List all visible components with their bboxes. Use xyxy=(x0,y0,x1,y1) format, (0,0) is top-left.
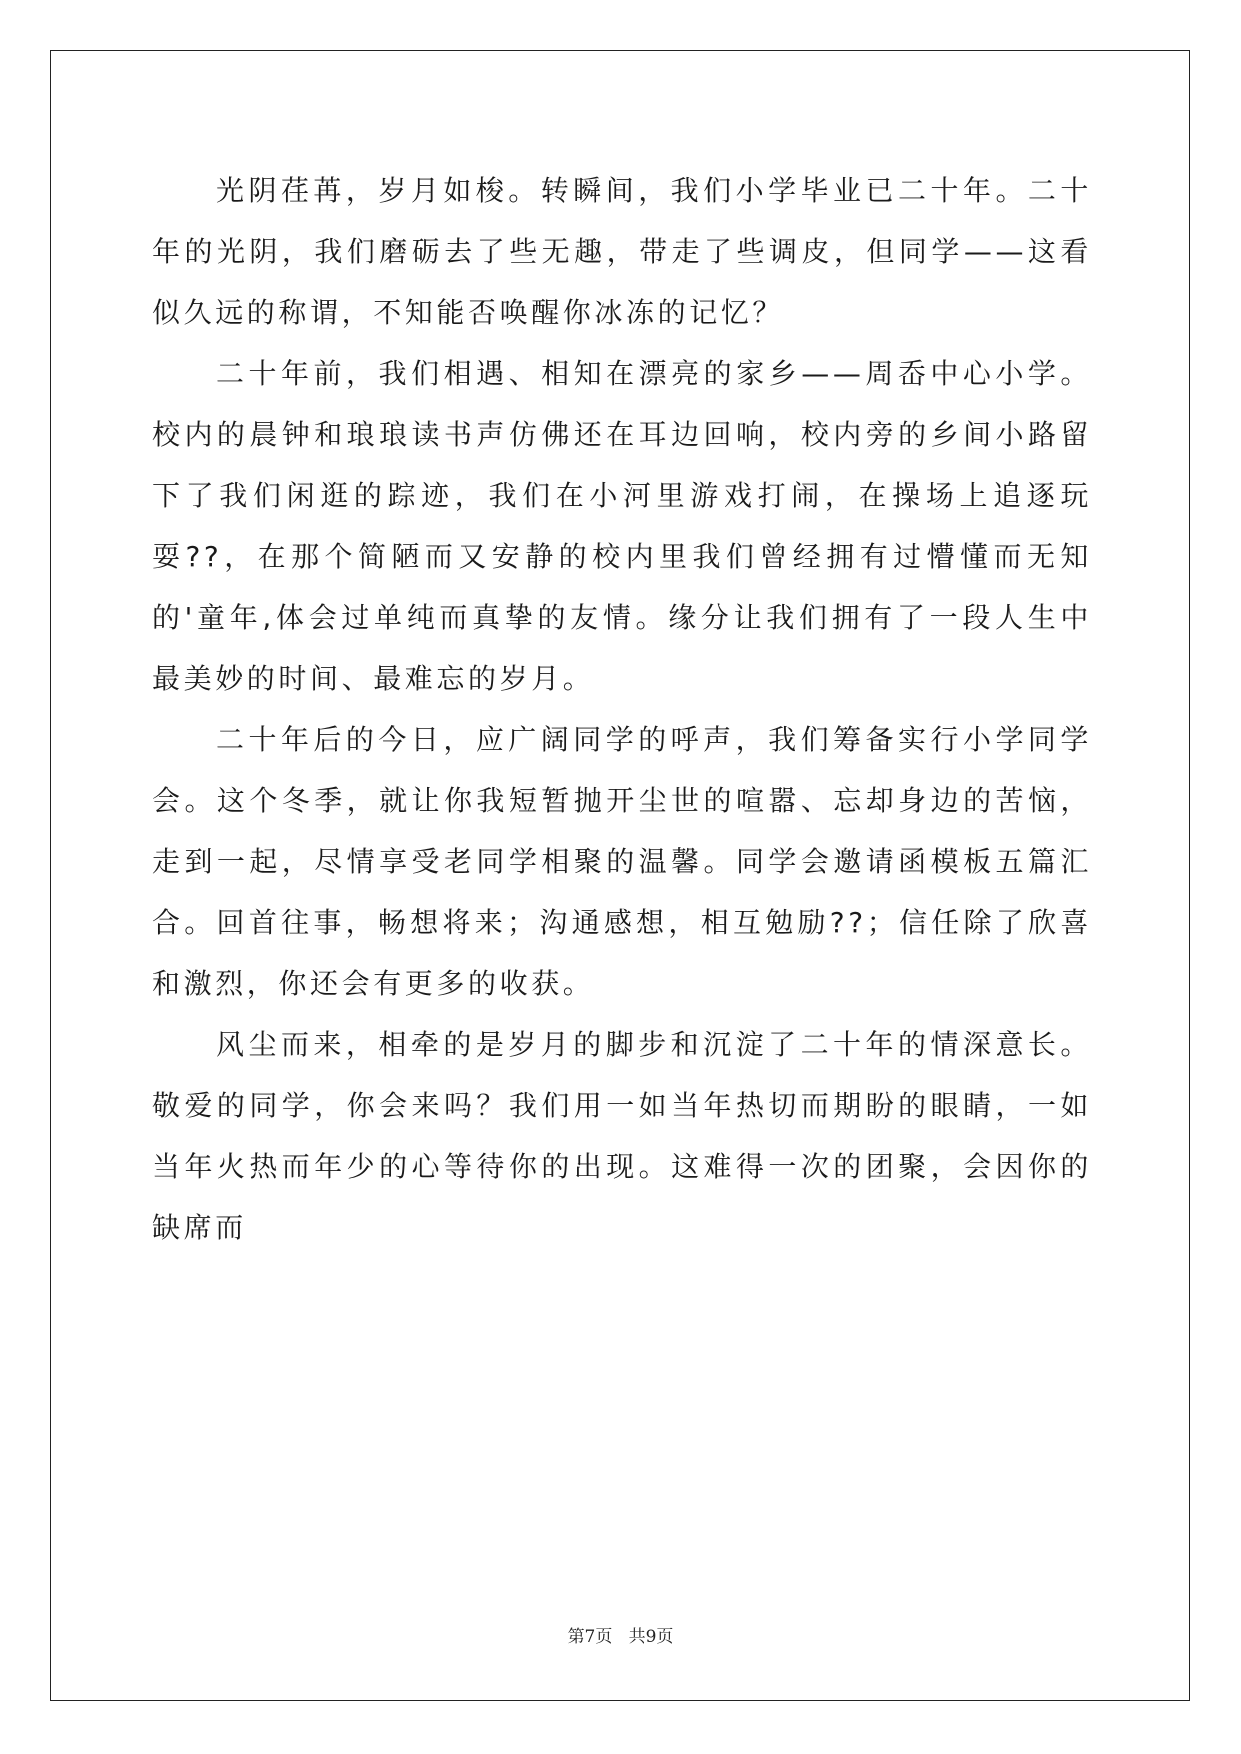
document-body xyxy=(152,160,1092,1258)
paragraph-1: 光阴荏苒，岁月如梭。转瞬间，我们小学毕业已二十年。二十年的光阴，我们磨砺去了些无趣，带走了些调皮，但同学——这看似久远的称谓，不知能否唤醒你冰冻的记忆？ xyxy=(152,174,1092,329)
page-footer xyxy=(0,1622,1241,1647)
paragraph-3: 二十年后的今日，应广阔同学的呼声，我们筹备实行小学同学会。这个冬季，就让你我短暂抛开尘世的喧嚣、忘却身边的苦恼，走到一起，尽情享受老同学相聚的温馨。同学会邀请函模板五篇汇合。回首往事，畅想将来；沟通感想，相互勉励??；信任除了欣喜和激烈，你还会有更多的收获。 xyxy=(152,723,1092,1000)
page-total: 共9页 xyxy=(628,1627,674,1647)
paragraph-4: 风尘而来，相牵的是岁月的脚步和沉淀了二十年的情深意长。敬爱的同学，你会来吗？我们用一如当年热切而期盼的眼睛，一如当年火热而年少的心等待你的出现。这难得一次的团聚，会因你的缺席而 xyxy=(152,1028,1092,1244)
page-number: 第7页 xyxy=(567,1627,613,1647)
paragraph-2: 二十年前，我们相遇、相知在漂亮的家乡——周岙中心小学。校内的晨钟和琅琅读书声仿佛还在耳边回响，校内旁的乡间小路留下了我们闲逛的踪迹，我们在小河里游戏打闹，在操场上追逐玩耍??，在那个简陋而又安静的校内里我们曾经拥有过懵懂而无知的'童年,体会过单纯而真挚的友情。缘分让我们拥有了一段人生中最美妙的时间、最难忘的岁月。 xyxy=(152,357,1092,695)
